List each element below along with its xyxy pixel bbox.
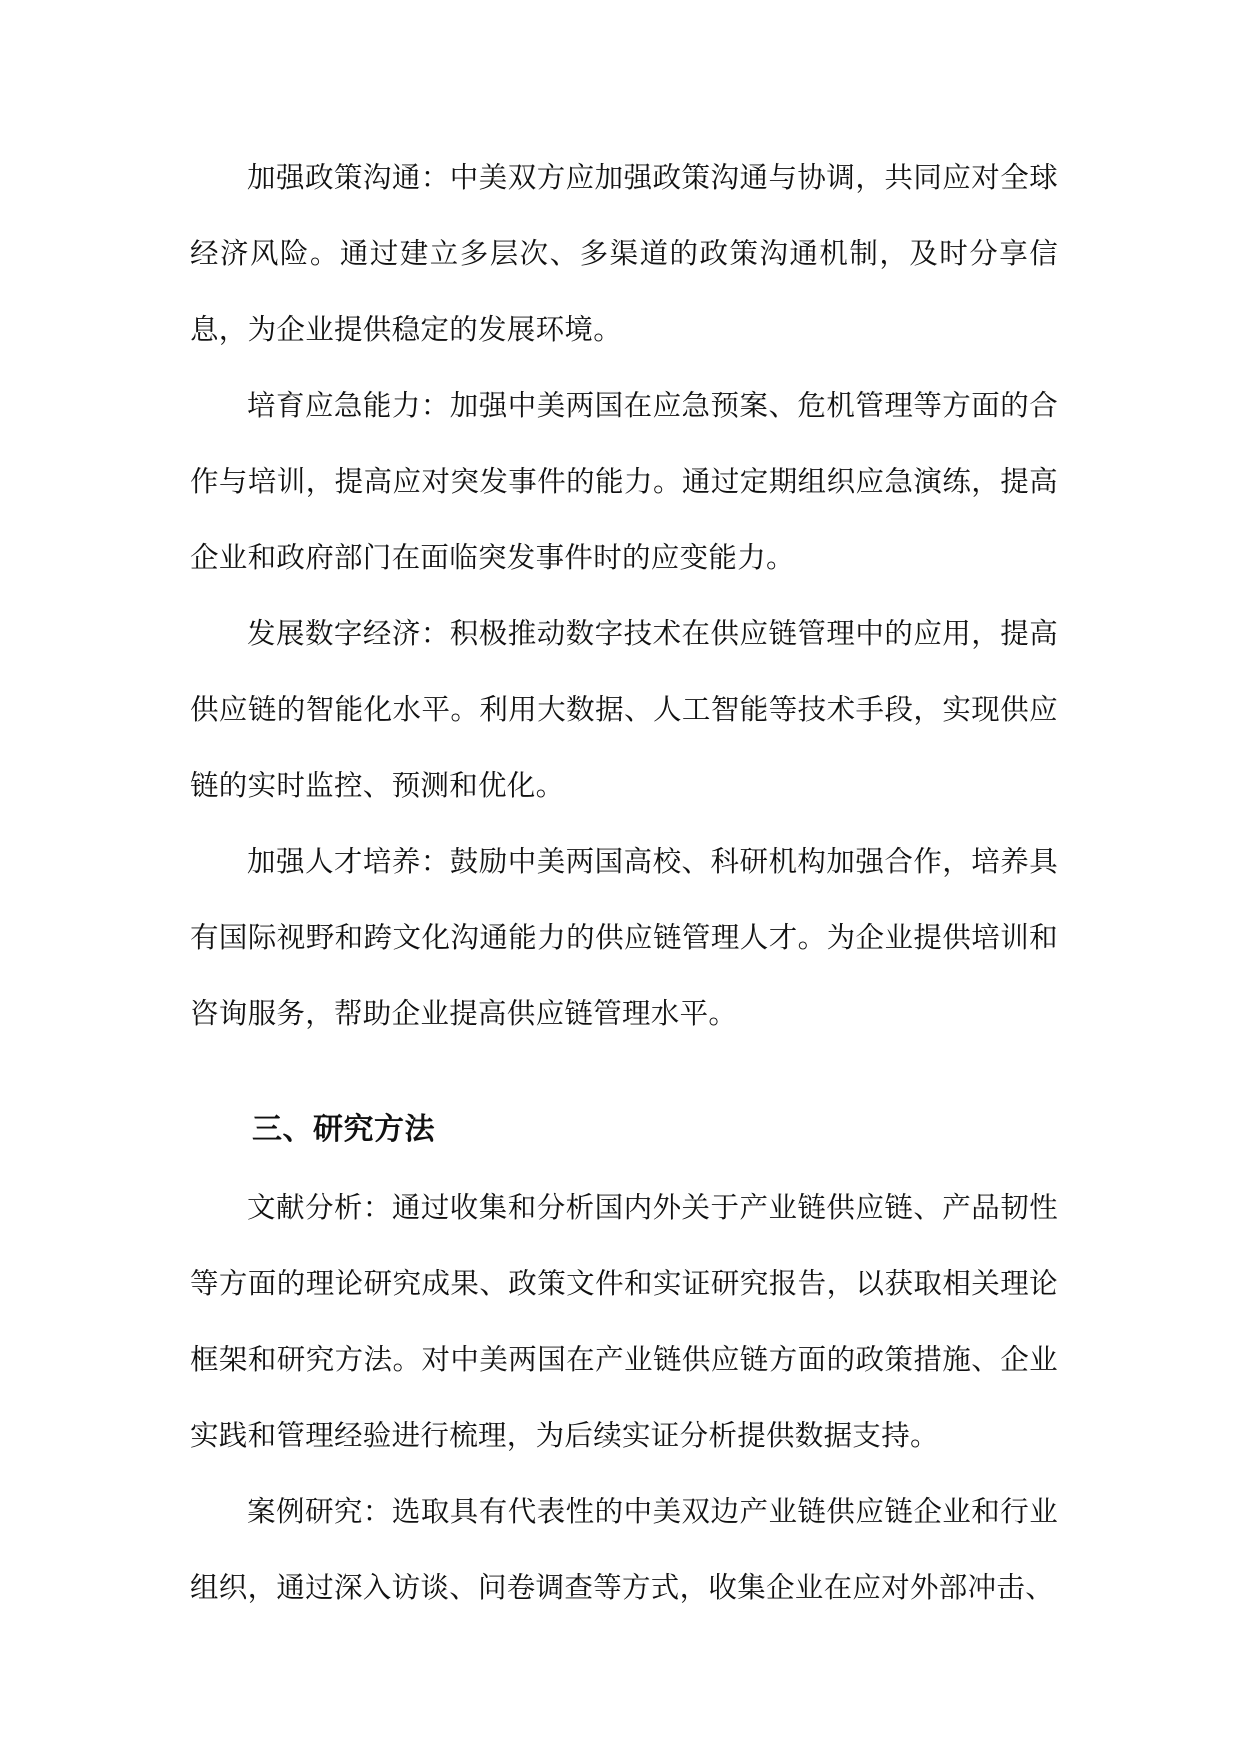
paragraph-emergency-capability: 培育应急能力：加强中美两国在应急预案、危机管理等方面的合作与培训，提高应对突发事件的能力。通过定期组织应急演练，提高企业和政府部门在面临突发事件时的应变能力。 (190, 389, 1058, 574)
section-heading-research-methods: 三、研究方法 (252, 1112, 435, 1147)
paragraph-case-study: 案例研究：选取具有代表性的中美双边产业链供应链企业和行业组织，通过深入访谈、问卷调查等方式，收集企业在应对外部冲击、 (190, 1495, 1058, 1604)
paragraph-policy-communication: 加强政策沟通：中美双方应加强政策沟通与协调，共同应对全球经济风险。通过建立多层次、多渠道的政策沟通机制，及时分享信息，为企业提供稳定的发展环境。 (190, 161, 1058, 346)
paragraph-digital-economy: 发展数字经济：积极推动数字技术在供应链管理中的应用，提高供应链的智能化水平。利用大数据、人工智能等技术手段，实现供应链的实时监控、预测和优化。 (190, 617, 1058, 802)
document-body (190, 140, 1058, 1626)
paragraph-literature-analysis: 文献分析：通过收集和分析国内外关于产业链供应链、产品韧性等方面的理论研究成果、政策文件和实证研究报告，以获取相关理论框架和研究方法。对中美两国在产业链供应链方面的政策措施、企业实践和管理经验进行梳理，为后续实证分析提供数据支持。 (190, 1191, 1058, 1452)
paragraph-talent-training: 加强人才培养：鼓励中美两国高校、科研机构加强合作，培养具有国际视野和跨文化沟通能力的供应链管理人才。为企业提供培训和咨询服务，帮助企业提高供应链管理水平。 (190, 845, 1058, 1030)
